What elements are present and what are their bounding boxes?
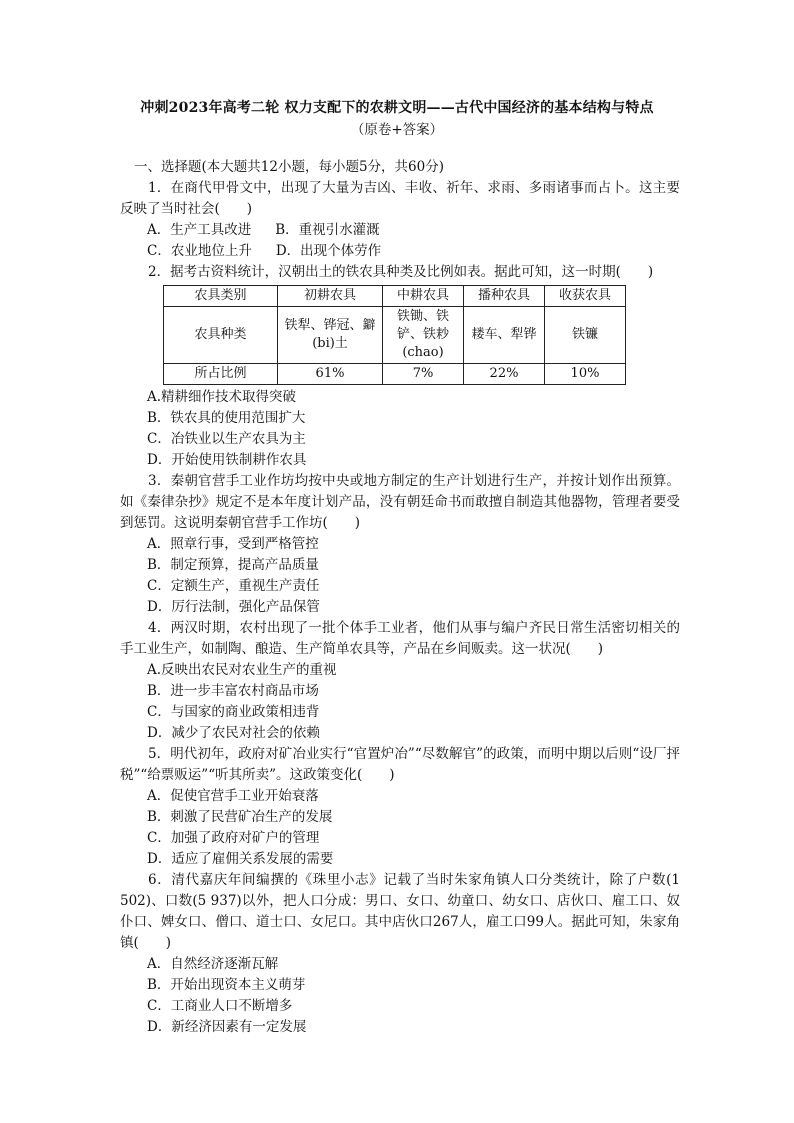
table-cell: 播种农具 <box>464 286 545 307</box>
table-cell: 中耕农具 <box>383 286 464 307</box>
table-cell: 铁锄、铁铲、铁耖(chao) <box>383 307 464 364</box>
option-a: A.反映出农民对农业生产的重视 <box>147 662 337 678</box>
option-row <box>120 220 680 241</box>
document-title: 冲刺2023年高考二轮 权力支配下的农耕文明——古代中国经济的基本结构与特点 <box>140 100 654 116</box>
document-body <box>120 157 680 1038</box>
option-b: B．铁农具的使用范围扩大 <box>147 410 306 426</box>
question-stem: 2．据考古资料统计，汉朝出土的铁农具种类及比例如表。据此可知，这一时期( ) <box>148 264 654 280</box>
table-row <box>164 307 626 364</box>
table-cell: 10% <box>545 364 626 385</box>
option-b: B．制定预算，提高产品质量 <box>147 557 319 573</box>
option-c: C．加强了政府对矿户的管理 <box>147 830 320 846</box>
document-subtitle: （原卷+答案） <box>350 122 444 138</box>
option-d: D．适应了雇佣关系发展的需要 <box>147 851 334 867</box>
table-row <box>164 286 626 307</box>
option-c: C．农业地位上升 <box>147 243 252 259</box>
question-3 <box>120 471 680 618</box>
option-c: C．冶铁业以生产农具为主 <box>147 431 306 447</box>
option-a: A．生产工具改进 <box>147 222 252 238</box>
option-c: C．与国家的商业政策相违背 <box>147 704 320 720</box>
question-1 <box>120 178 680 262</box>
option-c: C．工商业人口不断增多 <box>147 998 293 1014</box>
table-cell: 耧车、犁铧 <box>464 307 545 364</box>
question-4 <box>120 618 680 744</box>
section-heading: 一、选择题(本大题共12小题，每小题5分，共60分) <box>134 159 444 175</box>
option-a: A．自然经济逐渐瓦解 <box>147 956 279 972</box>
farm-tools-table <box>163 285 626 385</box>
table-cell: 22% <box>464 364 545 385</box>
table-cell: 所占比例 <box>164 364 278 385</box>
option-d: D．出现个体劳作 <box>275 243 382 259</box>
option-a: A．照章行事，受到严格管控 <box>147 536 319 552</box>
option-a: A．促使官营手工业开始衰落 <box>147 788 319 804</box>
option-c: C．定额生产，重视生产责任 <box>147 578 320 594</box>
question-stem: 5．明代初年，政府对矿冶业实行“官置炉冶”“尽数解官”的政策，而明中期以后则“设厂抨税”“给票贩运”“听其所卖”。这政策变化( ) <box>120 746 680 783</box>
table-cell: 61% <box>278 364 383 385</box>
option-row <box>120 241 680 262</box>
option-b: B．开始出现资本主义萌芽 <box>147 977 306 993</box>
table-cell: 农具种类 <box>164 307 278 364</box>
option-d: D．开始使用铁制耕作农具 <box>147 452 307 468</box>
question-stem: 3．秦朝官营手工业作坊均按中央或地方制定的生产计划进行生产，并按计划作出预算。如《秦律杂抄》规定不是本年度计划产品，没有朝廷命书而敢擅自制造其他器物，管理者要受到惩罚。这说明秦朝官营手工作坊( ) <box>120 473 680 531</box>
table-cell: 收获农具 <box>545 286 626 307</box>
question-2 <box>120 262 680 471</box>
question-6 <box>120 870 680 1038</box>
table-cell: 铁犁、铧冠、鐴(bi)土 <box>278 307 383 364</box>
option-a: A.精耕细作技术取得突破 <box>147 389 297 405</box>
question-stem: 4．两汉时期，农村出现了一批个体手工业者，他们从事与编户齐民日常生活密切相关的手工业生产，如制陶、酿造、生产简单农具等，产品在乡间贩卖。这一状况( ) <box>120 620 680 657</box>
table-row <box>164 364 626 385</box>
table-cell: 铁镰 <box>545 307 626 364</box>
option-b: B．进一步丰富农村商品市场 <box>147 683 319 699</box>
table-cell: 农具类别 <box>164 286 278 307</box>
option-b: B．刺激了民营矿冶生产的发展 <box>147 809 333 825</box>
option-d: D．厉行法制，强化产品保管 <box>147 599 320 615</box>
option-d: D．新经济因素有一定发展 <box>147 1019 307 1035</box>
question-stem: 1．在商代甲骨文中，出现了大量为吉凶、丰收、祈年、求雨、多雨诸事而占卜。这主要反映了当时社会( ) <box>120 180 680 217</box>
option-d: D．减少了农民对社会的依赖 <box>147 725 320 741</box>
table-cell: 初耕农具 <box>278 286 383 307</box>
option-b: B．重视引水灌溉 <box>275 222 380 238</box>
question-stem: 6．清代嘉庆年间编撰的《珠里小志》记载了当时朱家角镇人口分类统计，除了户数(1 502)、口数(5 937)以外，把人口分成：男口、女口、幼童口、幼女口、店伙口、雇工口、奴仆口、婢女口、僧口、道士口、女尼口。其中店伙口267人，雇工口99人。据此可知，朱家角镇( ) <box>120 872 680 951</box>
question-5 <box>120 744 680 870</box>
table-cell: 7% <box>383 364 464 385</box>
